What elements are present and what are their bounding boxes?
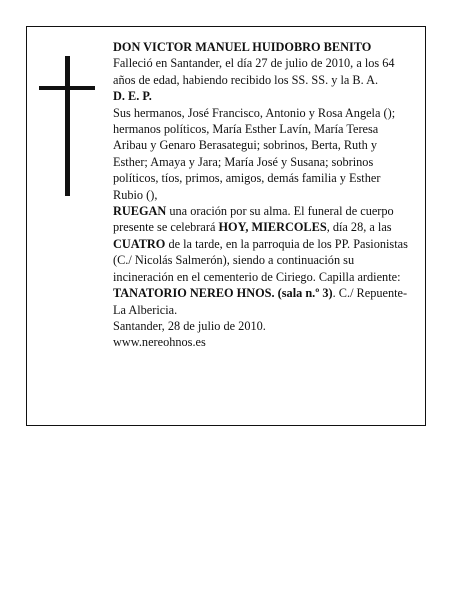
website: www.nereohnos.es: [113, 335, 206, 350]
request-text-2: , día 28, a las: [326, 220, 392, 235]
funeral-hour: CUATRO: [113, 236, 166, 251]
family-list: Sus hermanos, José Francisco, Antonio y Rosa Angela (); hermanos políticos, María Esther Lavín, María Teresa Aribau y Genaro Berasategui; sobrinos, Berta, Ruth y Esther; Amaya y Jara; María José y Susana; sobrinos políticos, tíos, primos, amigos, demás familia y Esther Rubio (),: [113, 105, 396, 202]
funeral-day: HOY, MIERCOLES: [218, 220, 327, 235]
cross-vertical-bar: [65, 56, 70, 196]
deceased-name: DON VICTOR MANUEL HUIDOBRO BENITO: [113, 40, 372, 54]
funeral-venue: TANATORIO NEREO HNOS. (sala n.º 3): [113, 286, 333, 301]
cross-horizontal-bar: [39, 86, 95, 90]
ruegan-text: RUEGAN: [113, 204, 167, 219]
notice-text: [113, 39, 413, 351]
date-line: Santander, 28 de julio de 2010.: [113, 318, 266, 333]
request-text-3: de la tarde, en la parroquia de los PP. Pasionistas (C./ Nicolás Salmerón), siendo a continuación su incineración en el cementerio de Ciriego. Capilla ardiente:: [113, 236, 408, 284]
death-statement: Falleció en Santander, el día 27 de julio de 2010, a los 64 años de edad, habiendo recibido los SS. SS. y la B. A.: [113, 56, 395, 87]
obituary-notice: [26, 26, 426, 426]
dep-line: D. E. P.: [113, 89, 152, 104]
funeral-request: [113, 203, 413, 318]
request-text-1: una oración por su alma. El funeral de cuerpo presente se celebrará: [113, 204, 394, 235]
cross-icon: [39, 56, 95, 196]
request-text-4: . C./ Repuente-La Albericia.: [113, 286, 408, 317]
